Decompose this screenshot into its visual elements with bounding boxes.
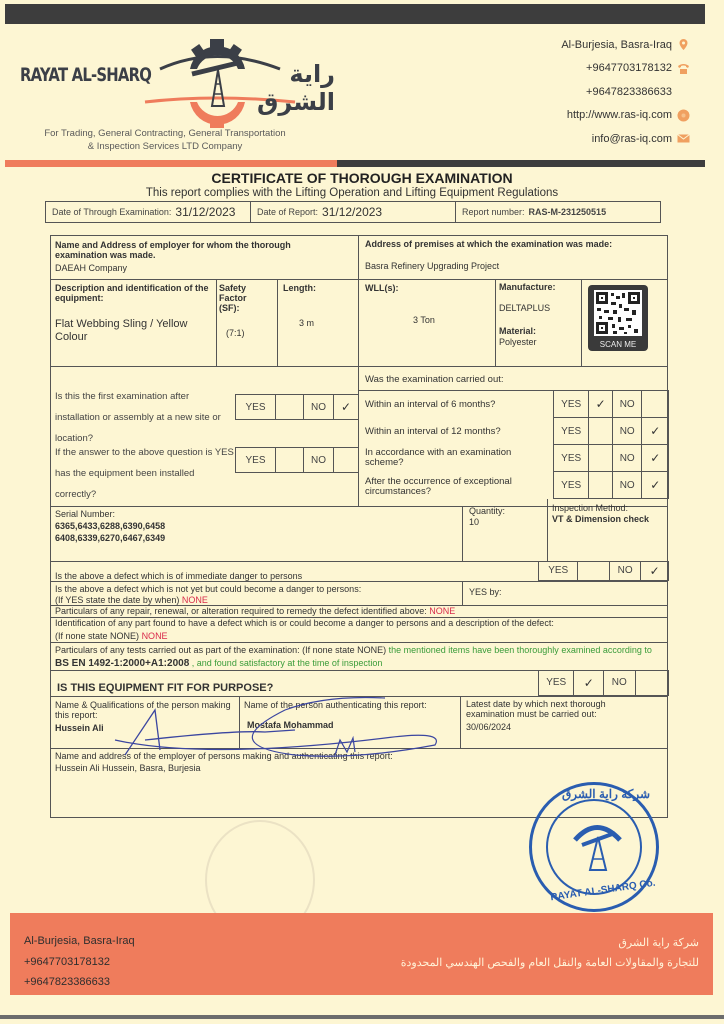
contact-email[interactable]: info@ras-iq.com — [591, 132, 672, 145]
company-tagline — [15, 127, 315, 153]
exceptional-yes-box[interactable] — [589, 472, 613, 498]
tagline-line-1: For Trading, General Contracting, General Transportation — [44, 128, 286, 139]
stamp-english-text: RAYAT AL-SHARQ Co. — [549, 877, 657, 904]
employer-value: DAEAH Company — [55, 263, 128, 273]
oil-pump-icon — [570, 815, 625, 875]
interval-12-no[interactable]: NO — [613, 418, 642, 444]
date-strip — [45, 201, 661, 223]
future-danger-sub-label: (If YES state the date by when) — [55, 595, 180, 605]
scheme-yes[interactable]: YES — [554, 445, 589, 471]
installed-yes[interactable]: YES — [236, 448, 276, 472]
manufacture-label: Manufacture: — [499, 282, 556, 292]
description-label: Description and identification of the equipment: — [55, 283, 209, 303]
footer-phone-1: +9647703178132 — [24, 955, 110, 968]
interval-12-yes[interactable]: YES — [554, 418, 589, 444]
scheme-no-check[interactable]: ✓ — [650, 451, 661, 465]
wll-value: 3 Ton — [413, 315, 435, 325]
next-exam-label: Latest date by which next thorough examination must be carried out: — [466, 699, 606, 719]
report-date-value: 31/12/2023 — [322, 205, 383, 219]
examination-form — [50, 235, 668, 818]
immediate-danger-question: Is the above a defect which is of immediate danger to persons — [55, 571, 303, 581]
scheme-no[interactable]: NO — [613, 445, 642, 471]
telephone-icon — [677, 62, 690, 75]
installed-no-box[interactable] — [334, 448, 358, 472]
first-exam-yes[interactable]: YES — [236, 395, 276, 419]
company-logo — [15, 30, 335, 150]
scheme-yes-no — [553, 444, 669, 472]
globe-icon — [677, 109, 690, 122]
employer-persons-value: Hussein Ali Hussein, Basra, Burjesia — [55, 763, 201, 773]
report-maker-name: Hussein Ali — [55, 723, 104, 733]
exam-date-label: Date of Through Examination: — [52, 207, 172, 217]
employer-label: Name and Address of employer for whom the thorough examination was made. — [55, 240, 291, 260]
exceptional-yes[interactable]: YES — [554, 472, 589, 498]
first-exam-yes-no — [235, 394, 359, 420]
future-danger-none: NONE — [181, 595, 208, 605]
interval-6-no-box[interactable] — [642, 391, 668, 417]
contact-website[interactable]: http://www.ras-iq.com — [566, 109, 672, 122]
interval-12-yes-box[interactable] — [589, 418, 613, 444]
report-maker-label: Name & Qualifications of the person making this report: — [55, 700, 231, 720]
exceptional-question: After the occurrence of exceptional circumstances? — [365, 476, 512, 497]
safety-factor-value: (7:1) — [226, 328, 245, 338]
exam-date-value: 31/12/2023 — [175, 205, 236, 219]
fit-no-box[interactable] — [636, 670, 668, 695]
quantity-value: 10 — [469, 517, 480, 527]
scheme-yes-box[interactable] — [589, 445, 613, 471]
wll-label: WLL(s): — [365, 283, 399, 293]
header-top-bar — [5, 4, 705, 24]
yes-by-label: YES by: — [469, 587, 502, 597]
company-name-en: RAYAT AL-SHARQ — [20, 64, 152, 86]
immediate-danger-no[interactable]: NO — [610, 561, 642, 580]
employer-persons-label: Name and address of the employer of persons making and authenticating this report: — [55, 751, 393, 761]
contact-phone-2: +9647823386633 — [586, 85, 672, 98]
tests-label: Particulars of any tests carried out as part of the examination: (If none state NONE) — [55, 645, 387, 655]
fit-yes[interactable]: YES — [539, 670, 574, 695]
repair-none: NONE — [429, 606, 456, 616]
company-stamp — [529, 782, 659, 912]
interval-12-no-check[interactable]: ✓ — [650, 424, 661, 438]
footer-address: Al-Burjesia, Basra-Iraq — [24, 935, 135, 947]
fit-for-purpose-question: IS THIS EQUIPMENT FIT FOR PURPOSE? — [57, 682, 274, 694]
installed-yes-no — [235, 447, 359, 473]
serial-label: Serial Number: — [55, 509, 116, 519]
identification-none: NONE — [141, 631, 168, 641]
interval-6-question: Within an interval of 6 months? — [365, 399, 496, 410]
safety-factor-label: Safety Factor (SF): — [219, 283, 247, 313]
tests-result-2: examined according to — [561, 645, 652, 655]
length-label: Length: — [283, 283, 316, 293]
footer-arabic-line-2: للتجارة والمقاولات العامة والنقل العام والفحص الهندسي المحدودة — [400, 957, 699, 969]
exceptional-no-check[interactable]: ✓ — [650, 478, 661, 492]
qr-code[interactable] — [588, 285, 648, 351]
tests-result-1: the mentioned items have been thoroughly — [388, 645, 559, 655]
immediate-danger-yes-box[interactable] — [578, 561, 610, 580]
footer-phone-2: +9647823386633 — [24, 976, 110, 988]
scan-me-label: SCAN ME — [599, 340, 637, 349]
immediate-danger-no-check[interactable]: ✓ — [649, 563, 660, 578]
interval-12-question: Within an interval of 12 months? — [365, 426, 501, 437]
interval-6-yes[interactable]: YES — [554, 391, 589, 417]
tests-standard: BS EN 1492-1:2000+A1:2008 — [55, 658, 190, 669]
material-value: Polyester — [499, 337, 537, 347]
serial-line-2: 6408,6339,6270,6467,6349 — [55, 533, 166, 543]
premises-value: Basra Refinery Upgrading Project — [365, 261, 500, 271]
exceptional-no[interactable]: NO — [613, 472, 642, 498]
report-date-label: Date of Report: — [257, 207, 319, 217]
footer-arabic — [401, 933, 699, 973]
material-label: Material: — [499, 326, 537, 336]
report-number-cell — [456, 202, 660, 222]
certificate-title: CERTIFICATE OF THOROUGH EXAMINATION — [211, 170, 513, 186]
interval-6-yes-check[interactable]: ✓ — [589, 391, 613, 417]
identification-sub-label: (If none state NONE) — [55, 631, 140, 641]
installed-no[interactable]: NO — [304, 448, 334, 472]
repair-question — [55, 606, 455, 616]
divider-orange — [5, 160, 337, 167]
quantity-label: Quantity: — [469, 506, 506, 516]
scheme-question: In accordance with an examination scheme? — [365, 447, 512, 468]
length-value: 3 m — [299, 318, 315, 328]
authenticator-name: Mostafa Mohammad — [247, 720, 334, 730]
tests-result-3: , and found satisfactory at the time of inspection — [191, 658, 383, 668]
premises-label: Address of premises at which the examination was made: — [365, 239, 613, 249]
manufacture-value: DELTAPLUS — [499, 303, 551, 313]
location-pin-icon — [677, 38, 690, 51]
serial-line-1: 6365,6433,6288,6390,6458 — [55, 521, 166, 531]
inspection-method-label: Inspection Method: — [552, 503, 629, 513]
immediate-danger-yes-no — [538, 561, 669, 581]
certificate-subtitle: This report complies with the Lifting Operation and Lifting Equipment Regulations — [145, 187, 559, 199]
report-number-value: RAS-M-231250515 — [528, 207, 607, 217]
tagline-line-2: & Inspection Services LTD Company — [87, 141, 243, 152]
future-danger-sub — [55, 595, 208, 605]
envelope-icon — [677, 132, 690, 145]
carried-out-label: Was the examination carried out: — [365, 374, 504, 385]
repair-label: Particulars of any repair, renewal, or alteration required to remedy the defect identified above: — [55, 606, 427, 616]
first-exam-question: Is this the first examination after installation or assembly at a new site or location? — [55, 391, 221, 444]
stamp-arabic-text: شركة راية الشرق — [562, 787, 651, 801]
next-exam-date: 30/06/2024 — [466, 722, 512, 732]
inspection-method-value: VT & Dimension check — [552, 514, 650, 524]
report-number-label: Report number: — [462, 207, 525, 217]
first-exam-no[interactable]: NO — [304, 395, 334, 419]
immediate-danger-yes[interactable]: YES — [539, 561, 578, 580]
qr-code-icon — [594, 290, 642, 336]
interval-12-yes-no — [553, 417, 669, 445]
report-date-cell — [251, 202, 456, 222]
identification-question: Identification of any part found to have a defect which is or could become a danger to persons and a description of the defect: — [55, 618, 554, 628]
interval-6-no[interactable]: NO — [613, 391, 642, 417]
installed-yes-box[interactable] — [276, 448, 304, 472]
contact-address: Al-Burjesia, Basra-Iraq — [561, 38, 672, 51]
fit-for-purpose-yes-no — [538, 670, 669, 696]
installed-question: If the answer to the above question is YES has the equipment been installed correctly? — [55, 447, 234, 500]
footer-arabic-line-1: شركة راية الشرق — [618, 937, 699, 949]
exam-date-cell — [46, 202, 251, 222]
company-name-ar: راية الشرق — [256, 60, 335, 116]
footer-contact — [24, 931, 135, 993]
first-exam-no-check[interactable]: ✓ — [340, 400, 352, 414]
fit-no[interactable]: NO — [604, 670, 636, 695]
authenticator-label: Name of the person authenticating this report: — [244, 700, 427, 710]
future-danger-question: Is the above a defect which is not yet but could become a danger to persons: — [55, 584, 362, 594]
exceptional-yes-no — [553, 471, 669, 499]
tests-particulars — [55, 644, 667, 670]
header-contact-info — [561, 33, 690, 151]
interval-6-yes-no — [553, 390, 669, 418]
identification-sub — [55, 631, 168, 641]
divider-dark — [337, 160, 705, 167]
description-value: Flat Webbing Sling / Yellow Colour — [55, 318, 188, 343]
footer-bottom-bar — [0, 1015, 724, 1019]
contact-phone-1: +9647703178132 — [586, 62, 672, 75]
fit-yes-check[interactable]: ✓ — [574, 670, 604, 695]
first-exam-yes-box[interactable] — [276, 395, 304, 419]
footer-band — [10, 913, 713, 995]
